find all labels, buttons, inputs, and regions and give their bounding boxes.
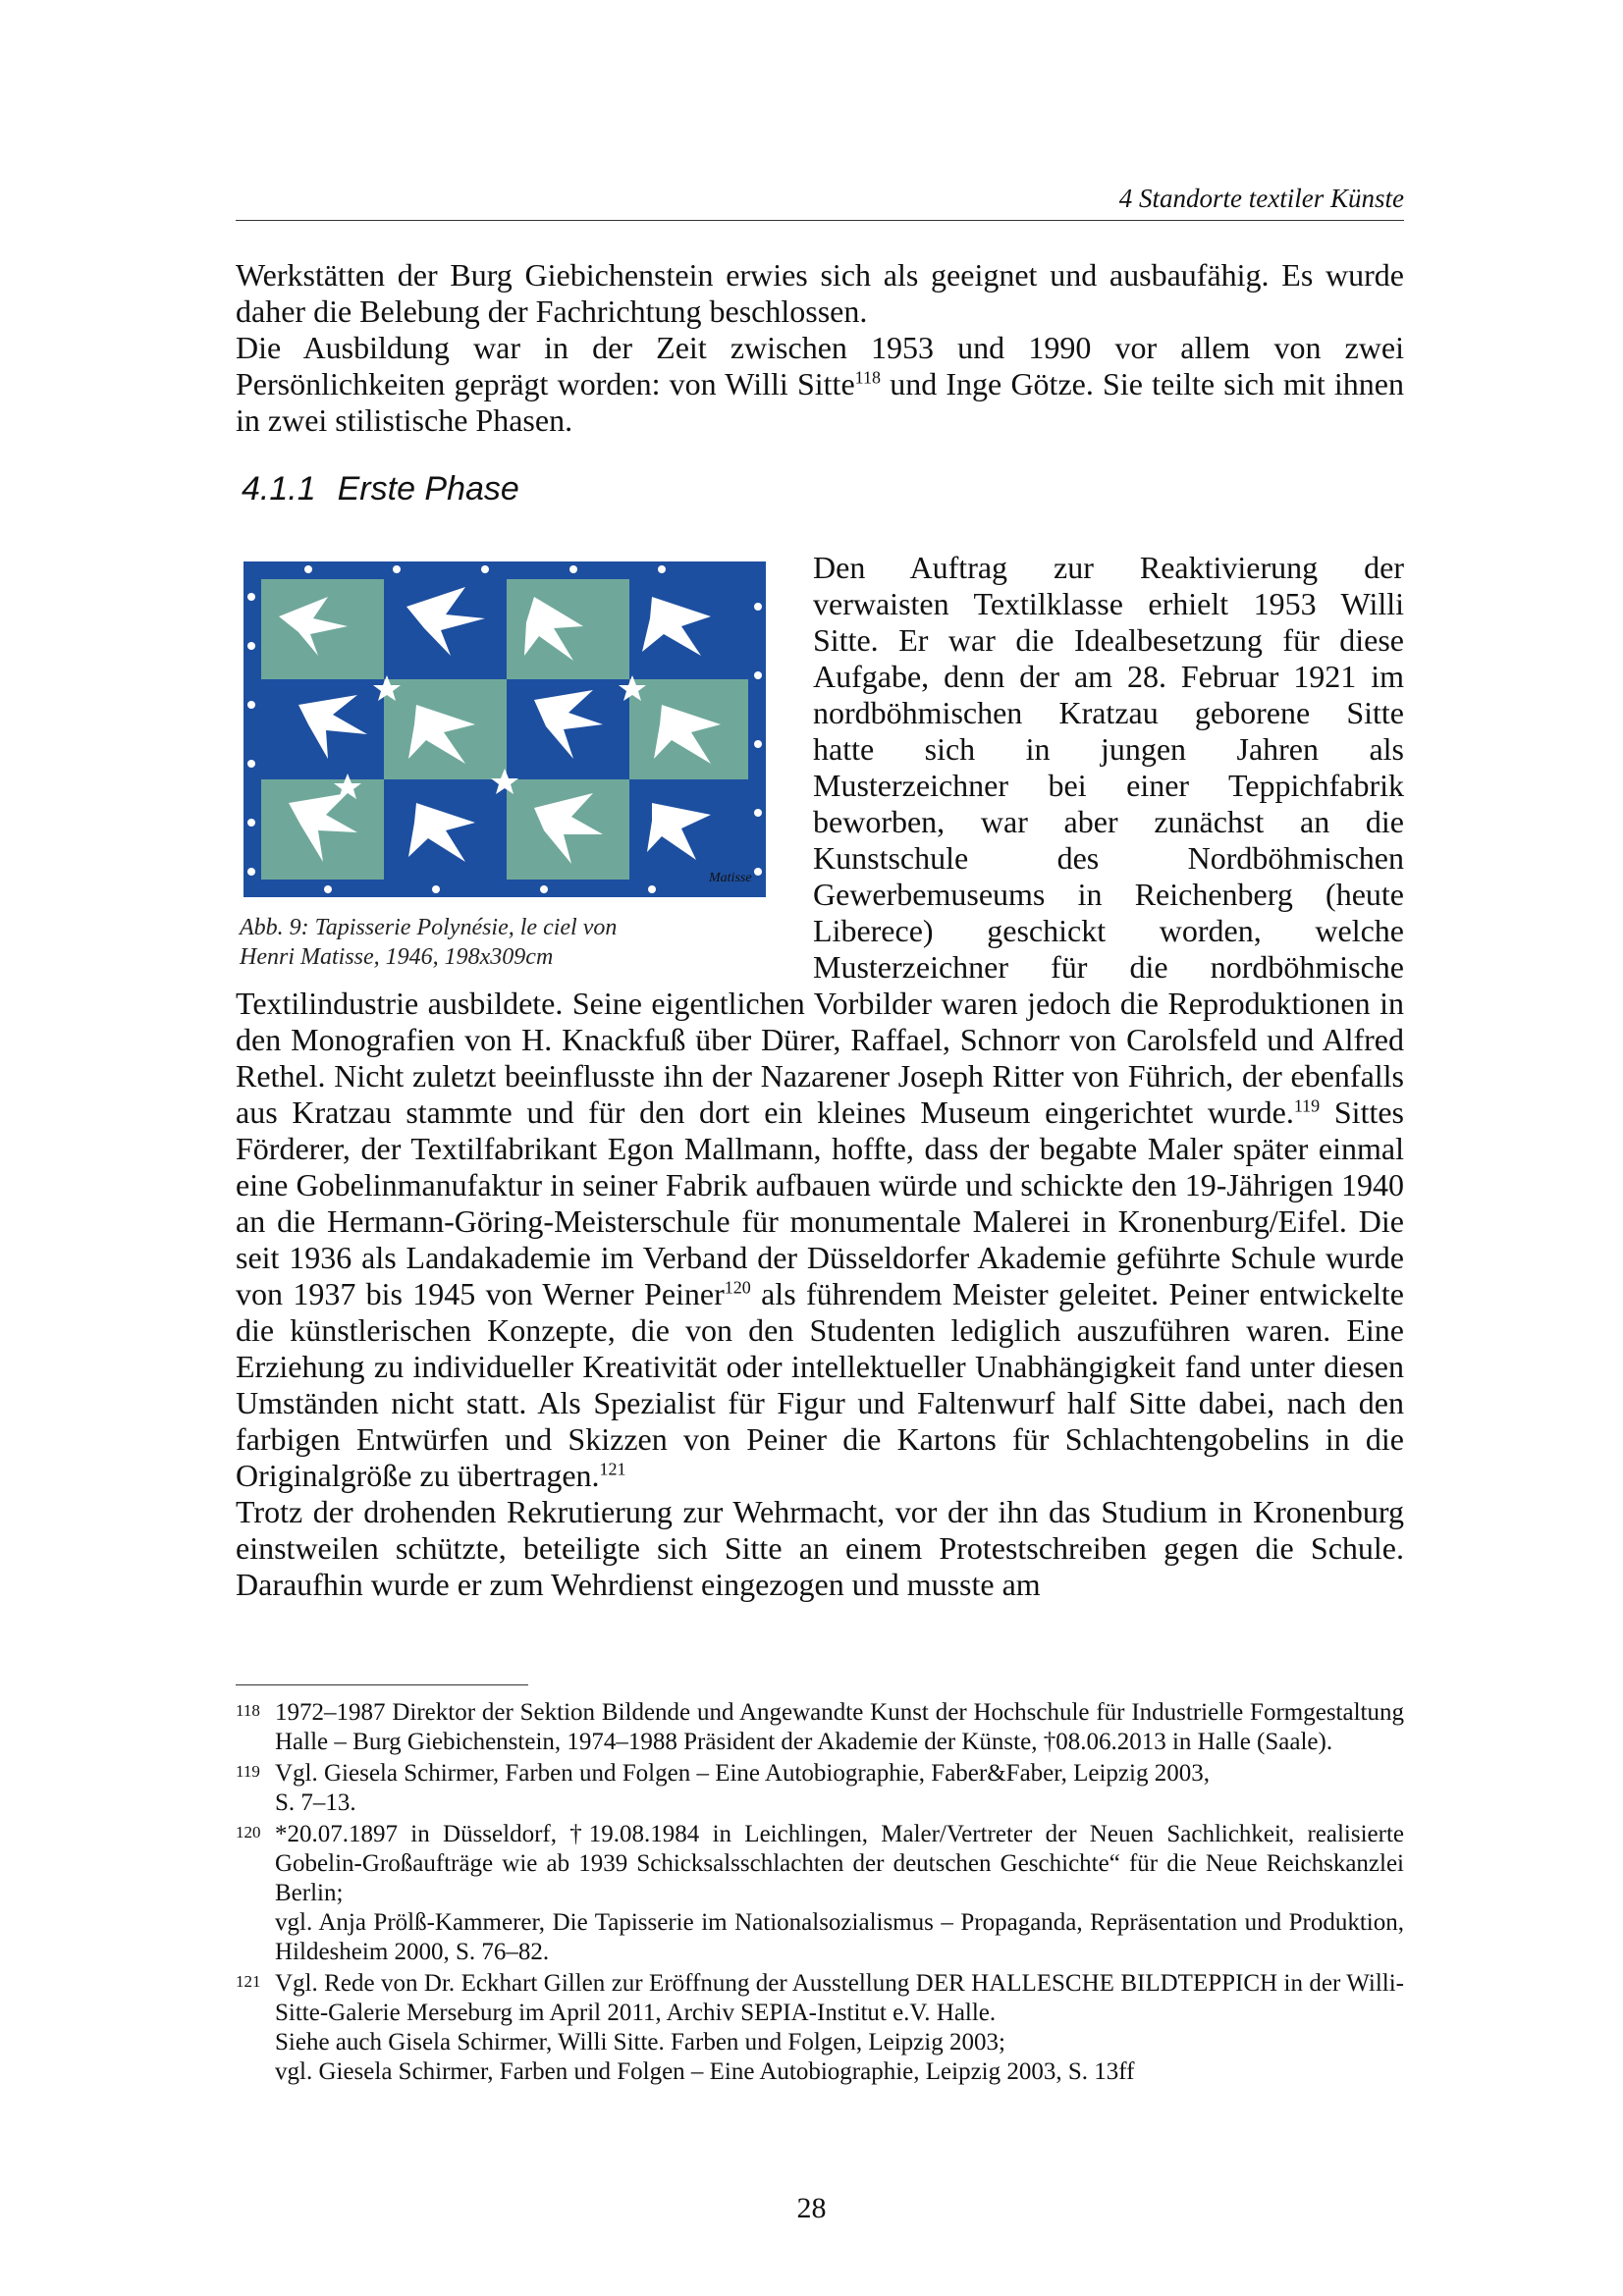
- footnote-number: 120: [236, 1823, 261, 1842]
- wrap-line: Sitte. Er war die Idealbesetzung für diese: [813, 622, 1404, 658]
- footnote-line: *20.07.1897 in Düsseldorf, †19.08.1984 in Leichlingen, Maler/Vertreter der Neuen Sachlichkeit, realisierte Gobelin-Großaufträge wie ab 1939 Schicksalsschlachten der deutschen Geschichte“ für die Neue Reichskanzlei Berlin;: [275, 1821, 1404, 1906]
- wrap-line: Den Auftrag zur Reaktivierung der: [813, 550, 1404, 585]
- intro-text: [236, 257, 1404, 439]
- main-paragraph-1-part-1: Textilindustrie ausbildete. Seine eigentlichen Vorbilder waren jedoch die Reproduktionen in den Monografien von H. Knackfuß über Dürer, Raffael, Schnorr von Carolsfeld und Alfred Rethel. Nicht zuletzt beeinflusste ihn der Nazarener Joseph Ritter von Führich, der ebenfalls aus Kratzau stammte und für den dort ein kleines Museum eingerichtet wurde.: [236, 986, 1404, 1130]
- figure-caption-line-2: Henri Matisse, 1946, 198x309cm: [240, 944, 554, 970]
- figure-caption: [240, 913, 770, 972]
- footnote-line: vgl. Anja Prölß-Kammerer, Die Tapisserie im Nationalsozialismus – Propaganda, Repräsentation und Produktion, Hildesheim 2000, S. 76–82.: [275, 1909, 1404, 1965]
- footnote-120: [236, 1820, 1404, 1967]
- footnote-118: [236, 1698, 1404, 1757]
- wrap-line: Gewerbemuseums in Reichenberg (heute: [813, 877, 1404, 912]
- main-paragraph-1-part-3: als führendem Meister geleitet. Peiner entwickelte die künstlerischen Konzepte, die von den Studenten lediglich auszuführen waren. Eine Erziehung zu individueller Kreativität oder intellektueller Unabhängigkeit fand unter diesen Umständen nicht statt. Als Spezialist für Figur und Faltenwurf half Sitte dabei, nach den farbigen Entwürfen und Skizzen von Peiner die Kartons für Schlachtengobelins in die Originalgröße zu übertragen.: [236, 1276, 1404, 1493]
- footnote-number: 119: [236, 1762, 260, 1781]
- footnote-body: [275, 1759, 1404, 1818]
- main-paragraph-2: Trotz der drohenden Rekrutierung zur Wehrmacht, vor der ihn das Studium in Kronenburg einstweilen schützte, beteiligte sich Sitte an einem Protestschreiben gegen die Schule. Daraufhin wurde er zum Wehrdienst eingezogen und musste am: [236, 1494, 1404, 1602]
- running-header-title: 4 Standorte textiler Künste: [1118, 184, 1404, 213]
- footnote-ref-121[interactable]: 121: [599, 1459, 626, 1479]
- footnote-ref-119[interactable]: 119: [1293, 1095, 1321, 1116]
- footnote-121: [236, 1969, 1404, 2087]
- intro-paragraph-1: Werkstätten der Burg Giebichenstein erwies sich als geeignet und ausbaufähig. Es wurde daher die Belebung der Fachrichtung beschlossen.: [236, 257, 1404, 329]
- page-number: 28: [796, 2192, 827, 2224]
- figure-caption-line-1: Abb. 9: Tapisserie Polynésie, le ciel von: [240, 915, 618, 940]
- main-paragraph-1: [236, 986, 1404, 1494]
- section-heading: [242, 469, 519, 508]
- footnote-line: Siehe auch Gisela Schirmer, Willi Sitte. Farben und Folgen, Leipzig 2003;: [275, 2029, 1005, 2056]
- wrap-line: beworben, war aber zunächst an die: [813, 804, 1404, 839]
- tapestry-image: [240, 558, 770, 901]
- footnote-line: S. 7–13.: [275, 1789, 356, 1816]
- intro-paragraph-2: [236, 330, 1404, 439]
- footnote-line: Vgl. Giesela Schirmer, Farben und Folgen – Eine Autobiographie, Faber&Faber, Leipzig 2003,: [275, 1760, 1210, 1787]
- wrap-line: Musterzeichner für die nordböhmische: [813, 949, 1404, 985]
- main-text: [236, 986, 1404, 1603]
- section-title: Erste Phase: [337, 470, 519, 507]
- section-number: 4.1.1: [242, 470, 316, 507]
- footnote-ref-120[interactable]: 120: [724, 1277, 751, 1298]
- wrap-text-column: [813, 550, 1404, 986]
- main-paragraph-1-part-2: Sittes Förderer, der Textilfabrikant Egon Mallmann, hoffte, dass der begabte Maler später einmal eine Gobelinmanufaktur in seiner Fabrik aufbauen würde und schickte den 19-Jährigen 1940 an die Hermann-Göring-Meisterschule für monumentale Malerei in Kronenburg/Eifel. Die seit 1936 als Landakademie im Verband der Düsseldorfer Akademie geführte Schule wurde von 1937 bis 1945 von Werner Peiner: [236, 1095, 1405, 1311]
- figure: [240, 558, 770, 972]
- wrap-line: Kunstschule des Nordböhmischen: [813, 840, 1404, 876]
- footnote-line: Vgl. Rede von Dr. Eckhart Gillen zur Eröffnung der Ausstellung DER HALLESCHE BILDTEPPICH in der Willi-Sitte-Galerie Merseburg im April 2011, Archiv SEPIA-Institut e.V. Halle.: [275, 1970, 1404, 2026]
- footnote-body: [275, 1698, 1404, 1757]
- footnote-body: [275, 1820, 1404, 1967]
- running-header: [236, 183, 1404, 221]
- footnote-separator: [236, 1684, 528, 1685]
- footnotes: [236, 1698, 1404, 2089]
- footnote-ref-118[interactable]: 118: [854, 367, 881, 388]
- tapestry-signature: Matisse: [709, 871, 752, 885]
- wrap-line: Musterzeichner bei einer Teppichfabrik: [813, 768, 1404, 803]
- wrap-line: hatte sich in jungen Jahren als: [813, 731, 1404, 767]
- wrap-line: nordböhmischen Kratzau geborene Sitte: [813, 695, 1404, 730]
- footnote-line: 1972–1987 Direktor der Sektion Bildende und Angewandte Kunst der Hochschule für Industrielle Formgestaltung Halle – Burg Giebichenstein, 1974–1988 Präsident der Akademie der Künste, †08.06.2013 in Halle (Saale).: [275, 1699, 1404, 1755]
- wrap-line: verwaisten Textilklasse erhielt 1953 Willi: [813, 586, 1404, 621]
- footnote-number: 121: [236, 1972, 261, 1991]
- intro-paragraph-2-text-b: und Inge Götze. Sie teilte sich mit ihnen in zwei stilistische Phasen.: [236, 366, 1405, 438]
- wrap-line: Liberece) geschickt worden, welche: [813, 913, 1404, 948]
- footnote-line: vgl. Giesela Schirmer, Farben und Folgen – Eine Autobiographie, Leipzig 2003, S. 13ff: [275, 2058, 1135, 2085]
- intro-paragraph-2-text-a: Die Ausbildung war in der Zeit zwischen 1953 und 1990 vor allem von zwei Persönlichkeiten geprägt worden: von Willi Sitte: [236, 330, 1404, 401]
- footnote-119: [236, 1759, 1404, 1818]
- footnote-number: 118: [236, 1701, 260, 1720]
- wrap-line: Aufgabe, denn der am 28. Februar 1921 im: [813, 659, 1404, 694]
- footnote-body: [275, 1969, 1404, 2087]
